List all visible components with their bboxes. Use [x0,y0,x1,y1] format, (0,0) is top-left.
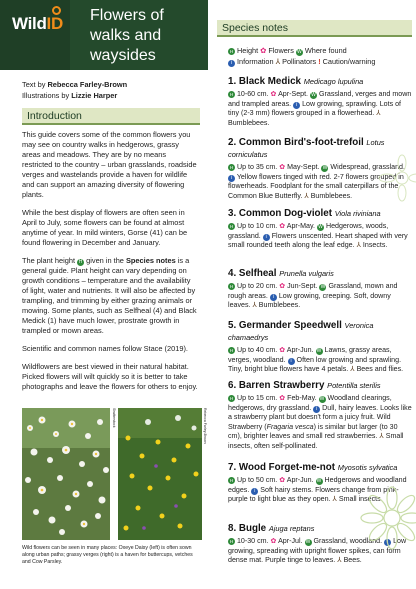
species-latin: Myosotis sylvatica [337,463,398,472]
where-found-icon: W [297,49,302,55]
where-found-icon: W [318,224,323,230]
species-where: Grassland, verges and mown and trampled areas. [228,90,412,108]
pollinator-icon: ⅄ [304,191,309,200]
header-banner [0,0,208,70]
caution-icon: ! [318,57,321,66]
species-height: Up to 15 cm. [236,394,278,402]
legend-where: Where found [304,46,347,55]
where-found-icon: W [319,396,325,402]
information-icon: i [270,294,277,301]
height-icon: H [229,348,234,353]
species-info: Yellow flowers tinged with red. 2-7 flowers grouped in flowerheads. Foodplant for the small caterpillars of the Common Blue Butterfly. [228,172,404,200]
species-pollinators: Bees and flies. [356,365,404,374]
information-icon: i [228,60,235,67]
photo-credit-2: Rebecca Farley-Brown [203,408,207,444]
where-found-icon: W [311,92,316,98]
height-icon: H [229,396,234,401]
species-flowers: Feb-May. [287,394,317,402]
species-number: 1. [228,76,237,87]
flower-icon: ✿ [260,46,267,55]
introduction-text [22,130,198,400]
species-pollinators: Bumblebees. [228,118,270,127]
pollinator-icon: ⅄ [356,241,361,250]
species-entry-4 [228,268,412,311]
species-latin: Ajuga reptans [268,524,315,533]
height-icon: H [229,165,234,170]
pollinator-icon: ⅄ [379,432,384,441]
species-pollinators: Small insects. [338,495,383,504]
logo-wild: Wild [12,14,47,33]
height-icon: H [78,259,83,265]
legend-flowers: Flowers [268,46,294,55]
intro-paragraph-5: Wildflowers are best viewed in their natural habitat. Picked flowers will wilt quickly so it is better to take photographs and leave the flowers for others to enjoy. [22,362,198,391]
where-found-icon: W [316,478,322,484]
intro-p3-c: is a general guide. Plant height can vary depending on growth conditions – temperature and the availability of light, water and nutrients. It will also be affected by trampling, and trimming by either grazing animals or mowing. Some plants, such as Selfheal (4) and Black Medick (1) have much lower, prostrate growth in trampled or mown areas. [22,256,197,335]
species-entry-5 [228,320,412,375]
species-where: Hedgerows and woodland edges. [228,476,407,494]
species-name: Germander Speedwell [238,320,342,331]
pollinator-icon: ⅄ [376,109,381,118]
information-icon: i [384,539,391,546]
flower-icon: ✿ [279,394,286,402]
species-info: Low growing, spreading with upright flower spikes, can form dense mat. Purple tinge to leaves. [228,537,407,565]
where-found-icon: W [305,539,311,545]
species-where: Grassland, woodland. [313,537,383,545]
daisy-outline-icon [352,478,416,556]
flower-icon: ✿ [270,537,277,545]
introduction-heading: Introduction [27,110,82,122]
logo-box [0,0,70,70]
flower-icon: ✿ [279,346,286,354]
species-where: Woodland clearings, hedgerows, dry grassland. [228,394,392,412]
daisy-outline-icon-small [372,150,416,206]
species-latin: Viola riviniana [334,209,381,218]
information-icon: i [293,102,300,109]
species-pollinators: Insects. [362,241,388,250]
species-info-a: Dull, hairy leaves. Looks like a strawberry plant but doesn't form a juicy fruit. Wild Strawberry ( [228,403,412,431]
intro-paragraph-2: While the best display of flowers are often seen in April to July, some flowers can be found at almost anytime of year. In mild winters, Gorse (41) can be found flowering in December and January. [22,208,188,247]
species-flowers: May-Sept. [287,163,320,171]
wildid-logo[interactable] [12,14,63,34]
pollinator-icon: ⅄ [275,57,281,66]
where-found-icon: W [320,284,326,290]
where-found-icon: W [316,348,322,354]
flower-icon: ✿ [279,476,286,484]
species-info: Soft hairy stems. Flowers change from pink-purple to light blue as they open. [228,485,399,504]
where-found-icon: W [322,165,328,171]
pollinator-icon: ⅄ [332,495,337,504]
information-icon: i [263,234,270,241]
intro-p3-a: The plant height [22,256,78,265]
intro-paragraph-1: This guide covers some of the common flowers you may see on country walks in hedgerows, grassy areas and meadows. They are by no means restricted to the country – urban grasslands, roadside verges and wastelands provide a haven for wildlife and can support an amazing diversity of flowering plants. [22,130,197,199]
species-height: Up to 50 cm. [236,476,278,484]
species-where: Lawns, grassy areas, verges, woodland. [228,346,392,364]
species-notes-heading-bar [217,20,412,37]
pollinator-icon: ⅄ [337,556,342,565]
height-icon: H [229,478,234,483]
species-info: Low growing, creeping. Soft, downy leaves. [228,291,391,310]
species-name: Common Bird's-foot-trefoil [238,137,364,148]
species-latin: Potentilla sterilis [327,381,381,390]
species-flowers: Apr-May. [286,222,315,230]
species-name: Black Medick [238,76,301,87]
species-name: Bugle [238,523,267,534]
species-height: 10-30 cm. [236,537,269,545]
intro-paragraph-3 [22,256,198,336]
species-entry-3 [228,208,412,251]
species-flowers: Apr-Jul. [278,537,303,545]
legend-pollinators: Pollinators [282,57,317,66]
flower-icon: ✿ [279,222,286,230]
photo-grassy-verge [118,408,202,540]
species-height: Up to 35 cm. [236,163,278,171]
species-notes-heading: Species notes [222,22,288,34]
page-title: Flowers of walks and waysides [90,7,164,64]
species-pollinators: Bumblebees. [310,191,353,200]
height-icon: H [229,92,234,97]
information-icon: i [228,175,235,182]
species-legend [228,45,414,67]
height-icon: H [229,224,234,229]
species-where: Widespread, grassland. [330,163,405,171]
height-icon: H [229,49,234,54]
intro-p3-b: given in the [84,256,126,265]
species-latin: Medicago lupulina [303,77,364,86]
pollinator-icon: ⅄ [350,365,355,374]
species-name: Selfheal [238,268,277,279]
credits-author: Rebecca Farley-Brown [47,80,128,89]
species-pollinators: Bees. [343,556,362,565]
flower-icon: ✿ [279,282,286,290]
species-number: 6. [228,380,237,391]
species-latin: Lotus corniculatus [228,138,385,159]
species-name: Common Dog-violet [238,208,332,219]
species-number: 3. [228,208,237,219]
species-info-latin: Fragaria vesca [266,422,314,431]
credits-illus-prefix: Illustrations by [22,91,72,100]
verge-illustration [118,408,202,540]
legend-height: Height [237,46,259,55]
species-name: Barren Strawberry [238,380,325,391]
oxeye-daisy-illustration [22,408,110,540]
species-flowers: Apr-Jun. [286,346,314,354]
species-flowers: Apr-Sept. [278,90,309,98]
height-icon: H [229,539,234,544]
height-icon: H [229,284,234,289]
species-info: Low growing, sprawling. Lots of tiny (2-3 mm) flowers grouped in a flowerhead. [228,99,402,118]
species-flowers: Apr-Jun. [286,476,314,484]
species-info: Often low growing and sprawling. Tiny, bright blue flowers have 4 petals. [228,355,402,374]
credits-text-prefix: Text by [22,80,48,89]
species-number: 5. [228,320,237,331]
information-icon: i [313,406,320,413]
information-icon: i [288,358,295,365]
species-entry-6 [228,380,412,452]
information-icon: i [251,488,258,495]
species-height: 10-60 cm. [236,90,269,98]
species-name: Wood Forget-me-not [238,462,336,473]
introduction-heading-bar [22,108,200,125]
photo-oxeye-daisy [22,408,110,540]
credits [22,79,127,101]
photo-caption: Wild flowers can be seen in many places: Oxeye Daisy (left) is often sown along urban paths; grassy verges (right) is a haven for buttercups, vetches and Cow Parsley. [22,545,193,565]
flower-icon: ✿ [270,90,277,98]
species-pollinators: Bumblebees. [258,301,301,310]
species-latin: Prunella vulgaris [279,269,334,278]
photo-credit-1: Shutterstock [112,408,116,428]
species-where: Grassland, mown and rough areas. [228,282,398,300]
species-entry-1 [228,76,412,128]
intro-p3-bold: Species notes [125,256,176,265]
species-height: Up to 20 cm. [236,282,278,290]
species-info: Flowers unscented. Heart shaped with very small rounded teeth along the leaf edge. [228,231,408,250]
credits-illustrator: Lizzie Harper [71,91,118,100]
logo-id: ID [46,14,63,33]
legend-caution: Caution/warning [322,57,376,66]
logo-sun-icon [52,6,61,15]
species-info-b: ) is similar but larger (to 30 cm), brighter leaves and small red strawberries. [228,422,398,441]
species-number: 4. [228,268,237,279]
species-number: 2. [228,137,237,148]
species-number: 7. [228,462,237,473]
pollinator-icon: ⅄ [252,301,257,310]
species-where: Hedgerows, woods, grassland. [228,222,389,240]
species-height: Up to 40 cm. [236,346,278,354]
legend-information: Information [237,57,274,66]
species-flowers: Jun-Sept. [287,282,318,290]
species-latin: Veronica chamaedrys [228,321,374,342]
species-height: Up to 10 cm. [236,222,278,230]
flower-icon: ✿ [279,163,286,171]
intro-paragraph-4: Scientific and common names follow Stace (2019). [22,344,188,353]
species-pollinators: Small insects, often self-pollinated. [228,432,404,450]
species-number: 8. [228,523,237,534]
